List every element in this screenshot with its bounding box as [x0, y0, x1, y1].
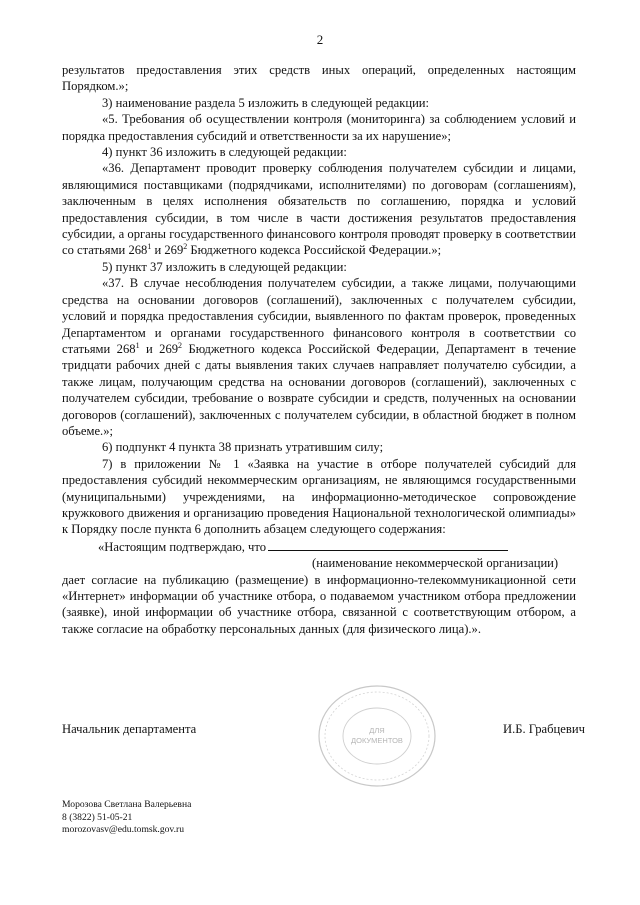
paragraph-3: «5. Требования об осуществлении контроля (мониторинга) за соблюдением условий и порядка предоставления субсидий и ответственности за их нарушение»;	[62, 112, 576, 143]
signer-title: Начальник департамента	[62, 722, 197, 736]
paragraph-9: 7) в приложении № 1 «Заявка на участие в отборе получателей субсидий для предоставления субсидий некоммерческим организациям, не являющимся государственными (муниципальными) учреждениями, на информационно-методическое сопровождение кружкового движения и организацию проведения Национальной технологической олимпиады» к Порядку после пункта 6 дополнить абзацем следующего содержания:	[62, 456, 576, 537]
confirmation-text: «Настоящим подтверждаю, что	[98, 539, 267, 554]
superscript-2: 2	[183, 242, 188, 252]
paragraph-4: 4) пункт 36 изложить в следующей редакции:	[102, 145, 347, 160]
superscript-2: 2	[178, 340, 183, 350]
blank-caption: (наименование некоммерческой организации)	[312, 556, 559, 571]
page-number: 2	[316, 32, 324, 47]
paragraph-7	[62, 275, 576, 439]
paragraph-5-text-c: Бюджетного кодекса Российской Федерации.»;	[187, 243, 442, 258]
executor-contacts	[62, 799, 191, 837]
paragraph-5-text-b: и 269	[151, 243, 184, 258]
paragraph-6: 5) пункт 37 изложить в следующей редакции:	[102, 259, 347, 274]
blank-underline	[268, 538, 508, 551]
document-body	[62, 62, 576, 637]
confirmation-line	[62, 538, 576, 555]
paragraph-7-text-c: Бюджетного кодекса Российской Федерации, Департамент в течение тридцати рабочих дней с даты выявления таких случаев направляет получателю субсидии, а также лицам, получающим средства на основании договоров (соглашений), заключенных с получателем субсидии, требование о возврате субсидии и средств, полученных на основании договоров (соглашений), заключенных с получателем субсидии, в областной бюджет в полном объеме.»;	[62, 341, 576, 438]
signer-name: И.Б. Грабцевич	[503, 722, 585, 736]
executor-phone: 8 (3822) 51-05-21	[62, 811, 133, 823]
paragraph-7-text-a: «37. В случае несоблюдения получателем субсидии, а также лицами, получающими средства на основании договоров (соглашений), заключенных с получателем субсидии, условий и порядка предоставления субсидии, выявленного по фактам проверок, проведенных Департаментом и органами государственного финансового контроля в соответствии со статьями 268	[62, 276, 576, 356]
paragraph-7-text-b: и 269	[139, 341, 179, 356]
paragraph-8: 6) подпункт 4 пункта 38 признать утратившим силу;	[102, 440, 384, 455]
superscript-1: 1	[135, 340, 140, 350]
stamp-seal	[315, 682, 439, 790]
paragraph-1: результатов предоставления этих средств иных операций, определенных настоящим Порядком.»;	[62, 63, 576, 94]
superscript-1: 1	[147, 242, 152, 252]
paragraph-consent: дает согласие на публикацию (размещение) в информационно-телекоммуникационной сети «Интернет» информации об участнике отбора, о подаваемом участником отбора предложении (заявке), иной информации об участнике отбора, связанной с соответствующим отбором, а также согласие на обработку персональных данных (для физического лица).».	[62, 572, 576, 636]
paragraph-2: 3) наименование раздела 5 изложить в следующей редакции:	[102, 95, 430, 110]
paragraph-5	[62, 160, 576, 258]
stamp-text-2: ДОКУМЕНТОВ	[351, 736, 403, 745]
executor-email: morozovasv@edu.tomsk.gov.ru	[62, 824, 184, 836]
executor-name: Морозова Светлана Валерьевна	[62, 799, 192, 810]
stamp-text-1: ДЛЯ	[369, 726, 385, 735]
paragraph-5-text-a: «36. Департамент проводит проверку соблюдения получателем субсидии и лицами, являющимися поставщиками (подрядчиками, исполнителями) по договорам (соглашениям), заключенным в целях исполнения обязательств по соглашению, порядка и условий предоставления субсидии, в том числе в части достижения результатов предоставления субсидии, а органы государственного финансового контроля проводят проверку в соответствии со статьями 268	[62, 161, 576, 258]
